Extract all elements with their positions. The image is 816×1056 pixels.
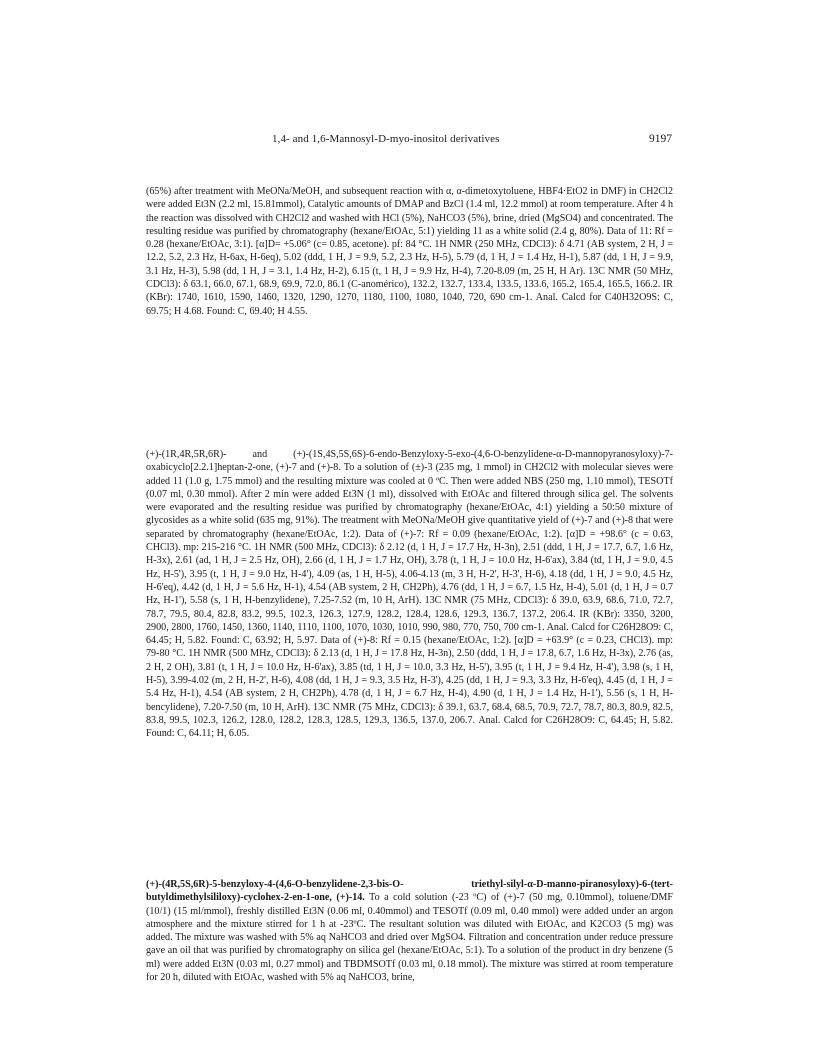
paragraph-compound-14 (146, 878, 673, 984)
paragraph-compounds-7-8: (+)-(1R,4R,5R,6R)- and (+)-(1S,4S,5S,6S)-6-endo-Benzyloxy-5-exo-(4,6-O-benzylidene-α-D-mannopyranosyloxy)-7-oxabicyclo[2.2.1]heptan-2-one, (+)-7 and (+)-8. To a solution of (±)-3 (235 mg, 1 mmol) in CH2Cl2 with molecular sieves were added 11 (1.0 g, 1.75 mmol) and the resulting mixture was cooled at 0 ºC. Then were added NBS (250 mg, 1.10 mmol), TESOTf (0.07 ml, 0.30 mmol). After 2 min were added Et3N (1 ml), dissolved with EtOAc and filtered through silica gel. The solvents were evaporated and the resulting residue was purified by chromatography (hexane/EtOAc, 4:1) yielding a 50:50 mixture of glycosides as a white solid (635 mg, 91%). The treatment with MeONa/MeOH give quantitative yield of (+)-7 and (+)-8 that were separated by chromatography (hexane/EtOAc, 1:2). Data of (+)-7: Rf = 0.09 (hexane/EtOAc, 1:2). [α]D = +98.6° (c = 0.63, CHCl3). mp: 215-216 °C. 1H NMR (500 MHz, CDCl3): δ 2.12 (d, 1 H, J = 17.7 Hz, H-3n), 2.51 (ddd, 1 H, J = 17.7, 6.7, 1.6 Hz, H-3x), 2.61 (ad, 1 H, J = 2.5 Hz, OH), 2.66 (d, 1 H, J = 1.7 Hz, OH), 3.78 (t, 1 H, J = 10.0 Hz, H-6'ax), 3.84 (td, 1 H, J = 9.0, 4.5 Hz, H-5'), 3.95 (t, 1 H, J = 9.0 Hz, H-4'), 4.09 (as, 1 H, H-5), 4.06-4.13 (m, 3 H, H-2', H-3', H-6), 4.18 (dd, 1 H, J = 9.0, 4.5 Hz, H-6'eq), 4.42 (d, 1 H, J = 5.6 Hz, H-1), 4.54 (AB system, 2 H, CH2Ph), 4.76 (dd, 1 H, J = 6.7, 1.5 Hz, H-4), 5.01 (d, 1 H, J = 0.7 Hz, H-1'), 5.58 (s, 1 H, H-benzylidene), 7.25-7.52 (m, 10 H, ArH). 13C NMR (75 MHz, CDCl3): δ 39.0, 63.9, 68.6, 71.0, 72.7, 78.7, 79.5, 80.4, 82.8, 83.2, 99.5, 102.3, 126.3, 127.9, 128.2, 128.4, 128.6, 129.3, 136.7, 137.2, 206.4. IR (KBr): 3350, 3200, 2900, 2800, 1760, 1450, 1360, 1140, 1110, 1100, 1070, 1030, 1010, 990, 980, 770, 750, 700 cm-1. Anal. Calcd for C26H28O9: C, 64.45; H, 5.82. Found: C, 63.92; H, 5.97. Data of (+)-8: Rf = 0.15 (hexane/EtOAc, 1:2). [α]D = +63.9° (c = 0.23, CHCl3). mp: 79-80 °C. 1H NMR (500 MHz, CDCl3): δ 2.13 (d, 1 H, J = 17.8 Hz, H-3n), 2.50 (ddd, 1 H, J = 17.8, 6.7, 1.6 Hz, H-3x), 2.76 (as, 2 H, 2 OH), 3.81 (t, 1 H, J = 10.0 Hz, H-6'ax), 3.85 (td, 1 H, J = 10.0, 3.3 Hz, H-5'), 3.95 (t, 1 H, J = 9.4 Hz, H-4'), 3.98 (s, 1 H, H-5), 3.99-4.02 (m, 2 H, H-2', H-6), 4.08 (dd, 1 H, J = 9.3, 3.5 Hz, H-3'), 4.25 (dd, 1 H, J = 9.3, 3.3 Hz, H-6'eq), 4.45 (d, 1 H, J = 5.4 Hz, H-1), 4.54 (AB system, 2 H, CH2Ph), 4.78 (d, 1 H, J = 6.7 Hz, H-4), 4.90 (d, 1 H, J = 1.4 Hz, H-1'), 5.56 (s, 1 H, H-bencylidene), 7.20-7.50 (m, 10 H, ArH). 13C NMR (75 MHz, CDCl3): δ 39.1, 63.7, 68.4, 68.5, 70.9, 72.7, 78.7, 80.3, 80.9, 82.5, 83.8, 99.5, 102.3, 126.2, 128.0, 128.2, 128.3, 128.5, 129.3, 136.5, 137.0, 206.7. Anal. Calcd for C26H28O9: C, 64.45; H, 5.82. Found: C, 64.11; H, 6.05. (146, 449, 673, 740)
paragraph-body: To a cold solution (-23 ºC) of (+)-7 (50 mg, 0.10mmol), toluene/DMF (10/1) (15 ml/mmol), freshly distilled Et3N (0.06 ml, 0.40mmol) and TESOTf (0.09 ml, 0.40 mmol) were added under an argon atmosphere and the mixture stirred for 1 h at -23ºC. The resultant solution was diluted with EtOAc, and K2CO3 (5 mg) was added. The mixture was washed with 5% aq NaHCO3 and dried over MgSO4. Filtration and concentration under reduce pressure gave an oil that was purified by chromatography on silica gel (hexane/EtOAc, 5:1). To a solution of the product in dry benzene (5 ml) were added Et3N (0.03 ml, 0.27 mmol) and TBDMSOTf (0.03 ml, 0.18 mmol). The mixture was stirred at room temperature for 20 h, diluted with EtOAc, washed with 5% aq NaHCO3, brine, (146, 892, 674, 984)
paragraph-compound-11-data: (65%) after treatment with MeONa/MeOH, and subsequent reaction with α, α-dimetoxytoluene, HBF4·EtO2 in DMF) in CH2Cl2 were added Et3N (2.2 ml, 15.81mmol), Catalytic amounts of DMAP and BzCl (1.4 ml, 12.2 mmol) at room temperature. After 4 h the reaction was dissolved with CH2Cl2 and washed with HCl (5%), NaHCO3 (5%), brine, dried (MgSO4) and concentrated. The resulting residue was purified by chromatography (hexane/EtOAc, 5:1) yielding 11 as a white solid (2.4 g, 80%). Data of 11: Rf = 0.28 (hexane/EtOAc, 3:1). [α]D= +5.06° (c= 0.85, acetone). pf: 84 °C. 1H NMR (250 MHz, CDCl3): δ 4.71 (AB system, 2 H, J = 12.2, 5.2, 2.3 Hz, H-6ax, H-6eq), 5.02 (ddd, 1 H, J = 9.9, 5.2, 2.3 Hz, H-5), 5.79 (d, 1 H, J = 1.4 Hz, H-1), 5.87 (dd, 1 H, J = 9.9, 3.1 Hz, H-3), 5.98 (dd, 1 H, J = 3.1, 1.4 Hz, H-2), 6.15 (t, 1 H, J = 9.9 Hz, H-4), 7.20-8.09 (m, 25 H, H Ar). 13C NMR (50 MHz, CDCl3): δ 63.1, 66.0, 67.1, 68.9, 69.9, 72.0, 86.1 (C-anomérico), 132.2, 132.7, 133.4, 133.5, 133.6, 165.2, 165.4, 165.5, 166.2. IR (KBr): 1740, 1610, 1590, 1460, 1320, 1290, 1270, 1180, 1100, 1080, 1040, 720, 690 cm-1. Anal. Calcd for C40H32O9S: C, 69.75; H 4.68. Found: C, 69.40; H 4.55. (146, 186, 673, 317)
running-title: 1,4- and 1,6-Mannosyl-D-myo-inositol derivatives (272, 133, 500, 145)
page-header (0, 133, 816, 149)
paragraph-heading: (+)-(4R,5S,6R)-5-benzyloxy-4-(4,6-O-benzylidene-2,3-bis-O- triethyl-silyl-α-D-manno-piranosyloxy)-6-(tert-butyldimethylsililoxy)-cyclohex-2-en-1-one, (+)-14. (146, 879, 673, 904)
page-number: 9197 (649, 133, 672, 145)
